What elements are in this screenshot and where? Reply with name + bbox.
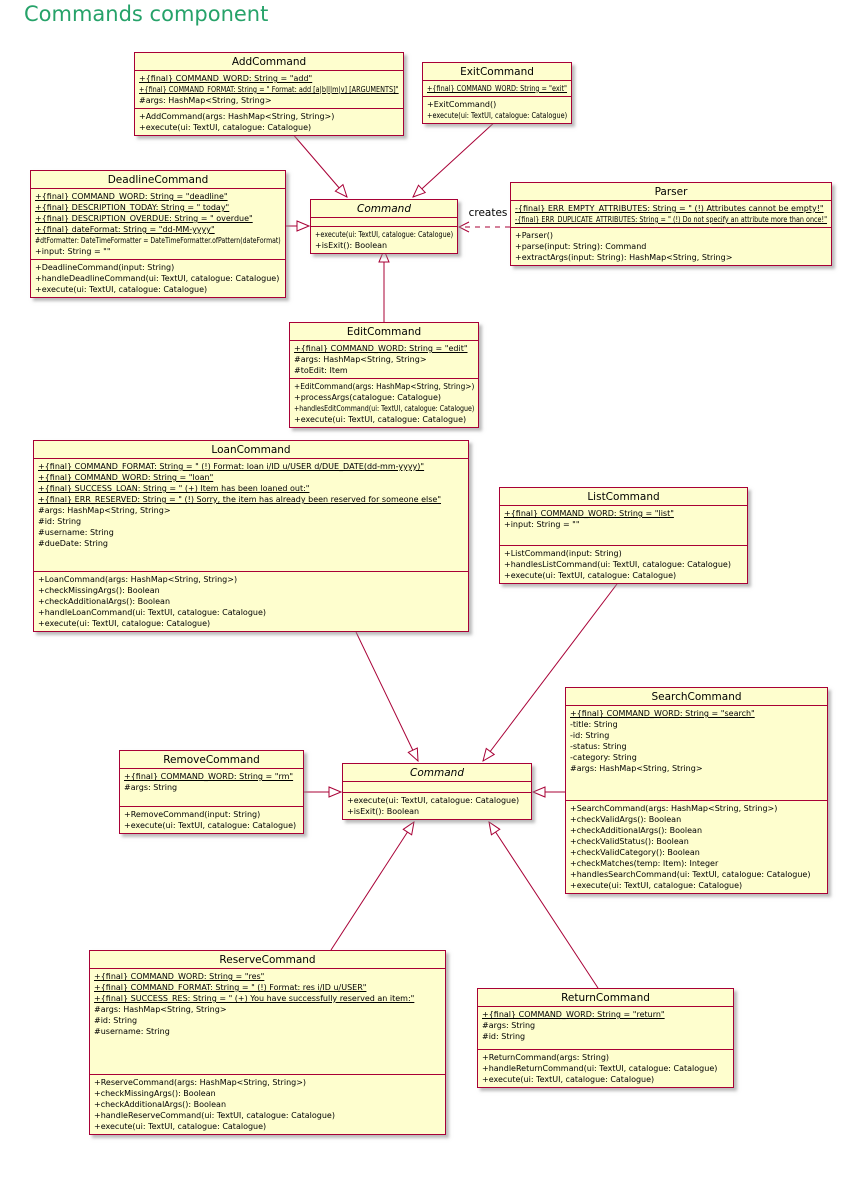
class-attributes <box>500 506 747 545</box>
inheritance-arrow-addcommand <box>291 132 347 197</box>
class-methods <box>500 545 747 583</box>
uml-member: +execute(ui: TextUI, catalogue: Catalogue) <box>35 285 208 294</box>
uml-member: +{final} dateFormat: String = "dd-MM-yyyy" <box>35 225 215 234</box>
class-command-abstract-top <box>310 199 458 254</box>
uml-member: +execute(ui: TextUI, catalogue: Catalogue) <box>570 881 743 890</box>
uml-member: +{final} COMMAND_FORMAT: String = " Format: add [a|b|l|m|v] [ARGUMENTS]" <box>139 85 399 94</box>
uml-member: +{final} COMMAND_WORD: String = "loan" <box>38 473 214 482</box>
inheritance-arrow-loancommand <box>356 632 418 761</box>
uml-member: +ListCommand(input: String) <box>504 549 622 558</box>
uml-member: +execute(ui: TextUI, catalogue: Catalogue) <box>139 123 312 132</box>
class-listcommand <box>499 487 748 584</box>
uml-member: +{final} COMMAND_WORD: String = "add" <box>139 74 313 83</box>
uml-member: +ReserveCommand(args: HashMap<String, String>) <box>94 1078 307 1087</box>
uml-member: -{final} ERR_DUPLICATE_ATTRIBUTES: String = " (!) Do not specify an attribute more than once!" <box>515 215 828 224</box>
uml-member: +{final} COMMAND_WORD: String = "list" <box>504 509 674 518</box>
uml-member: #args: HashMap<String, String> <box>139 96 272 105</box>
class-addcommand <box>134 52 404 136</box>
class-title: RemoveCommand <box>120 751 303 769</box>
uml-member: +checkAdditionalArgs(): Boolean <box>94 1100 227 1109</box>
creates-label: creates <box>468 207 508 219</box>
uml-member: +RemoveCommand(input: String) <box>124 810 261 819</box>
uml-member: +execute(ui: TextUI, catalogue: Catalogue) <box>124 821 297 830</box>
class-attributes <box>478 1007 733 1049</box>
uml-member: +{final} COMMAND_WORD: String = "exit" <box>427 84 568 93</box>
class-title: Command <box>343 764 531 782</box>
class-title: Parser <box>511 183 831 201</box>
uml-member: #args: HashMap<String, String> <box>570 764 703 773</box>
class-attributes <box>90 969 445 1074</box>
uml-member: +DeadlineCommand(input: String) <box>35 263 175 272</box>
class-title: LoanCommand <box>34 441 468 459</box>
class-methods <box>511 227 831 265</box>
uml-member: +execute(ui: TextUI, catalogue: Catalogue) <box>294 415 467 424</box>
class-attributes <box>511 201 831 227</box>
uml-member: +Parser() <box>515 231 553 240</box>
uml-member: #id: String <box>482 1032 526 1041</box>
class-attributes <box>343 782 531 792</box>
class-searchcommand <box>565 687 828 894</box>
uml-member: +execute(ui: TextUI, catalogue: Catalogue) <box>315 230 454 239</box>
page-title: Commands component <box>24 2 269 26</box>
class-title: AddCommand <box>135 53 403 71</box>
uml-member: +execute(ui: TextUI, catalogue: Catalogue) <box>38 619 211 628</box>
inheritance-arrow-exitcommand <box>413 120 497 197</box>
class-attributes <box>31 189 285 259</box>
class-methods <box>566 800 827 893</box>
class-reservecommand <box>89 950 446 1135</box>
uml-member: +{final} COMMAND_FORMAT: String = " (!) Format: res i/ID u/USER" <box>94 983 367 992</box>
class-methods <box>478 1049 733 1087</box>
uml-member: +ReturnCommand(args: String) <box>482 1053 610 1062</box>
uml-member: #id: String <box>94 1016 138 1025</box>
uml-member: +input: String = "" <box>35 247 111 256</box>
class-methods <box>135 108 403 135</box>
uml-member: +{final} COMMAND_FORMAT: String = " (!) Format: loan i/ID u/USER d/DUE_DATE(dd-mm-yyyy)" <box>38 462 425 471</box>
class-methods <box>290 378 478 427</box>
class-methods <box>423 96 571 123</box>
uml-member: +execute(ui: TextUI, catalogue: Catalogue) <box>94 1122 267 1131</box>
uml-member: +{final} SUCCESS_LOAN: String = " (+) Item has been loaned out:" <box>38 484 310 493</box>
uml-member: +execute(ui: TextUI, catalogue: Catalogue) <box>347 796 520 805</box>
inheritance-arrow-reservecommand <box>331 822 414 950</box>
uml-member: #args: HashMap<String, String> <box>38 506 171 515</box>
uml-member: +checkAdditionalArgs(): Boolean <box>570 826 703 835</box>
class-title: ExitCommand <box>423 63 571 81</box>
uml-member: +{final} DESCRIPTION_OVERDUE: String = " overdue" <box>35 214 253 223</box>
uml-member: #toEdit: Item <box>294 366 348 375</box>
class-methods <box>31 259 285 297</box>
uml-member: +input: String = "" <box>504 520 580 529</box>
class-returncommand <box>477 988 734 1088</box>
uml-member: +{final} COMMAND_WORD: String = "rm" <box>124 772 294 781</box>
uml-member: +handleLoanCommand(ui: TextUI, catalogue: Catalogue) <box>38 608 267 617</box>
uml-member: +AddCommand(args: HashMap<String, String>) <box>139 112 335 121</box>
uml-member: +{final} SUCCESS_RES: String = " (+) You have successfully reserved an item:" <box>94 994 415 1003</box>
uml-member: +checkMatches(temp: Item): Integer <box>570 859 719 868</box>
class-title: ReturnCommand <box>478 989 733 1007</box>
class-title: SearchCommand <box>566 688 827 706</box>
uml-member: +handlesEditCommand(ui: TextUI, catalogue: Catalogue) <box>294 404 475 413</box>
class-command-abstract-bottom <box>342 763 532 820</box>
class-title: ListCommand <box>500 488 747 506</box>
class-title: ReserveCommand <box>90 951 445 969</box>
uml-member: #args: HashMap<String, String> <box>294 355 427 364</box>
class-attributes <box>135 71 403 108</box>
uml-member: #username: String <box>94 1027 170 1036</box>
class-title: DeadlineCommand <box>31 171 285 189</box>
uml-member: +handlesListCommand(ui: TextUI, catalogue: Catalogue) <box>504 560 731 569</box>
uml-member: #args: String <box>482 1021 536 1030</box>
uml-member: +ExitCommand() <box>427 100 497 109</box>
class-title: Command <box>311 200 457 218</box>
uml-member: +{final} COMMAND_WORD: String = "search" <box>570 709 755 718</box>
uml-member: -{final} ERR_EMPTY_ATTRIBUTES: String = " (!) Attributes cannot be empty!" <box>515 204 824 213</box>
uml-member: +{final} COMMAND_WORD: String = "return" <box>482 1010 665 1019</box>
class-removecommand <box>119 750 304 834</box>
uml-member: +handleReserveCommand(ui: TextUI, catalogue: Catalogue) <box>94 1111 335 1120</box>
uml-member: +handleDeadlineCommand(ui: TextUI, catalogue: Catalogue) <box>35 274 280 283</box>
uml-member: +handlesSearchCommand(ui: TextUI, catalogue: Catalogue) <box>570 870 811 879</box>
class-methods <box>311 226 457 253</box>
uml-member: +SearchCommand(args: HashMap<String, String>) <box>570 804 778 813</box>
class-exitcommand <box>422 62 572 124</box>
uml-member: +execute(ui: TextUI, catalogue: Catalogue) <box>427 111 568 120</box>
uml-member: #dtFormatter: DateTimeFormatter = DateTimeFormatter.ofPattern(dateFormat) <box>35 236 281 245</box>
uml-member: -category: String <box>570 753 637 762</box>
uml-member: +LoanCommand(args: HashMap<String, String>) <box>38 575 238 584</box>
uml-member: +execute(ui: TextUI, catalogue: Catalogue) <box>504 571 677 580</box>
uml-member: +isExit(): Boolean <box>315 241 388 250</box>
uml-member: -status: String <box>570 742 627 751</box>
uml-member: +EditCommand(args: HashMap<String, String>) <box>294 382 475 391</box>
uml-member: +checkAdditionalArgs(): Boolean <box>38 597 171 606</box>
uml-member: #args: String <box>124 783 178 792</box>
class-methods <box>90 1074 445 1134</box>
uml-member: +extractArgs(input: String): HashMap<String, String> <box>515 253 733 262</box>
uml-member: +{final} COMMAND_WORD: String = "res" <box>94 972 265 981</box>
uml-member: #dueDate: String <box>38 539 109 548</box>
uml-member: +{final} COMMAND_WORD: String = "edit" <box>294 344 468 353</box>
uml-member: +checkValidCategory(): Boolean <box>570 848 700 857</box>
class-loancommand <box>33 440 469 632</box>
class-methods <box>120 806 303 833</box>
uml-member: +parse(input: String): Command <box>515 242 647 251</box>
class-attributes <box>311 218 457 226</box>
uml-member: -id: String <box>570 731 610 740</box>
uml-member: #id: String <box>38 517 82 526</box>
class-title: EditCommand <box>290 323 478 341</box>
class-attributes <box>290 341 478 378</box>
class-attributes <box>566 706 827 800</box>
uml-member: +handleReturnCommand(ui: TextUI, catalogue: Catalogue) <box>482 1064 718 1073</box>
class-deadlinecommand <box>30 170 286 298</box>
uml-member: +checkValidArgs(): Boolean <box>570 815 682 824</box>
class-parser <box>510 182 832 266</box>
uml-member: +execute(ui: TextUI, catalogue: Catalogue) <box>482 1075 655 1084</box>
uml-member: +isExit(): Boolean <box>347 807 420 816</box>
uml-member: +checkMissingArgs(): Boolean <box>94 1089 216 1098</box>
class-attributes <box>120 769 303 806</box>
uml-member: +checkMissingArgs(): Boolean <box>38 586 160 595</box>
uml-member: -title: String <box>570 720 618 729</box>
uml-member: +processArgs(catalogue: Catalogue) <box>294 393 442 402</box>
uml-member: #username: String <box>38 528 114 537</box>
uml-member: +{final} DESCRIPTION_TODAY: String = " today" <box>35 203 230 212</box>
class-attributes <box>34 459 468 571</box>
class-methods <box>343 792 531 819</box>
class-attributes <box>423 81 571 96</box>
uml-member: #args: HashMap<String, String> <box>94 1005 227 1014</box>
uml-member: +{final} COMMAND_WORD: String = "deadline" <box>35 192 228 201</box>
class-methods <box>34 571 468 631</box>
uml-member: +checkValidStatus(): Boolean <box>570 837 689 846</box>
uml-member: +{final} ERR_RESERVED: String = " (!) Sorry, the item has already been reserved for someone else" <box>38 495 442 504</box>
class-editcommand <box>289 322 479 428</box>
